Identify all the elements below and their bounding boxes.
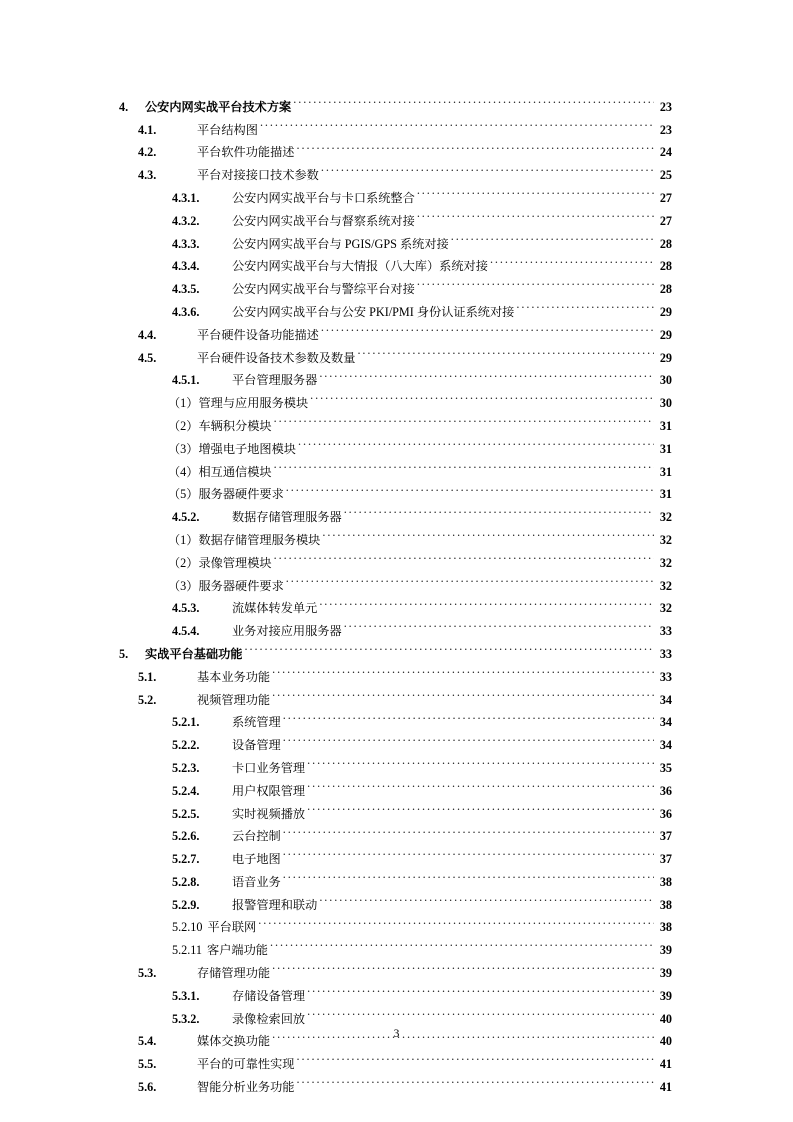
toc-entry-page-number: 36 [659,783,672,798]
toc-entry-page-number: 27 [659,190,672,205]
toc-entry-number: 4.3. [138,168,157,183]
toc-leader-dots [307,977,654,1000]
toc-entry-page-number: 29 [659,304,672,319]
toc-entry-number: 5.2.8. [172,874,200,889]
toc-entry-number: 4.3.3. [172,236,200,251]
toc-entry-title: （1）数据存储管理服务模块 [168,532,321,547]
toc-entry-title: 存储管理功能 [197,966,271,981]
toc-leader-dots [286,476,654,499]
toc-leader-dots [272,658,654,681]
toc-entry-page-number: 40 [659,1034,672,1049]
toc-entry-title: 平台硬件设备功能描述 [197,327,319,342]
toc-entry-title: 语音业务 [232,874,281,889]
toc-leader-dots [417,270,654,293]
toc-entry-number: 5.2.4. [172,783,200,798]
toc-entry-title: （2）录像管理模块 [168,555,272,570]
toc-leader-dots [322,521,654,544]
toc-entry-title: 系统管理 [232,715,281,730]
toc-entry-number: 4.1. [138,122,157,137]
toc-entry-title: 平台的可靠性实现 [197,1057,295,1072]
toc-entry-page-number: 32 [659,532,672,547]
toc-leader-dots [321,156,654,179]
toc-leader-dots [272,954,654,977]
toc-entry-number: 4. [119,99,129,114]
toc-leader-dots [274,453,654,476]
toc-entry-number: 5.2.7. [172,852,200,867]
toc-leader-dots [293,88,654,111]
toc-entry-number: 5.2.9. [172,897,200,912]
toc-entry-page-number: 34 [659,715,672,730]
toc-entry-page-number: 31 [659,441,672,456]
toc-leader-dots [272,681,654,704]
toc-entry-page-number: 32 [659,578,672,593]
toc-entry-page-number: 29 [659,327,672,342]
toc-entry-number: 4.3.1. [172,190,200,205]
toc-leader-dots [310,384,654,407]
toc-entry-number: 4.5. [138,350,157,365]
toc-entry-title: 媒体交换功能 [197,1034,271,1049]
toc-entry-title: 平台对接接口技术参数 [197,168,319,183]
toc-entry-title: 公安内网实战平台与督察系统对接 [232,213,415,228]
page-number: 3 [393,1028,400,1040]
toc-entry-number: 4.4. [138,327,157,342]
toc-entry-page-number: 24 [659,145,672,160]
toc-entry-title: 业务对接应用服务器 [232,624,342,639]
toc-leader-dots [283,818,654,841]
toc-entry-title: 报警管理和联动 [232,897,318,912]
toc-entry-page-number: 28 [659,236,672,251]
toc-entry-number: 5.2.6. [172,829,200,844]
toc-leader-dots [274,407,654,430]
toc-entry[interactable] [119,88,672,114]
toc-leader-dots [344,498,654,521]
toc-entry-number: 5. [119,646,129,661]
toc-entry-number: 5.6. [138,1080,157,1095]
toc-entry-page-number: 38 [659,897,672,912]
toc-entry-number: 4.5.3. [172,601,200,616]
toc-entry-number: 5.3.2. [172,1011,200,1026]
toc-leader-dots [321,316,654,339]
toc-entry-page-number: 31 [659,487,672,502]
toc-leader-dots [270,931,654,954]
toc-entry-page-number: 41 [659,1080,672,1095]
toc-leader-dots [297,134,655,157]
toc-entry-page-number: 28 [659,282,672,297]
toc-leader-dots [451,225,654,248]
toc-leader-dots [245,635,655,658]
page-footer [0,1028,793,1040]
toc-entry-number: 4.3.5. [172,282,200,297]
toc-entry-number: 5.2.1. [172,715,200,730]
toc-entry-page-number: 37 [659,829,672,844]
toc-entry-page-number: 28 [659,259,672,274]
toc-entry-number: 5.1. [138,669,157,684]
toc-entry-title: 平台联网 [207,920,257,935]
toc-entry-title: 流媒体转发单元 [232,601,318,616]
toc-entry-page-number: 35 [659,760,672,775]
toc-entry-title: 用户权限管理 [232,783,306,798]
toc-leader-dots [307,795,654,818]
toc-entry-page-number: 33 [659,624,672,639]
toc-entry-title: 平台结构图 [197,122,258,137]
toc-entry-title: 公安内网实战平台与公安 PKI/PMI 身份认证系统对接 [232,304,515,319]
toc-entry-page-number: 29 [659,350,672,365]
toc-entry-number: 5.5. [138,1057,157,1072]
toc-entry-page-number: 38 [659,920,672,935]
toc-entry-title: （2）车辆积分模块 [168,418,272,433]
toc-leader-dots [417,179,654,202]
toc-entry-page-number: 30 [659,373,672,388]
toc-entry-page-number: 23 [659,99,672,114]
toc-leader-dots [344,612,654,635]
toc-entry-title: （3）增强电子地图模块 [168,441,296,456]
toc-leader-dots [357,339,654,362]
toc-leader-dots [283,704,654,727]
toc-leader-dots [283,863,654,886]
toc-entry-title: 平台软件功能描述 [197,145,295,160]
toc-entry-title: 公安内网实战平台技术方案 [145,99,292,114]
toc-leader-dots [283,840,654,863]
toc-leader-dots [274,544,654,567]
toc-entry-page-number: 36 [659,806,672,821]
toc-leader-dots [319,886,654,909]
toc-entry-number: 5.2.2. [172,738,200,753]
toc-entry-number: 5.2.10 [172,920,203,935]
toc-entry-title: 客户端功能 [207,943,268,958]
toc-entry-page-number: 38 [659,874,672,889]
toc-entry-title: 公安内网实战平台与大情报（八大库）系统对接 [232,259,488,274]
toc-entry-page-number: 39 [659,966,672,981]
toc-entry-page-number: 41 [659,1057,672,1072]
toc-entry-number: 5.3.1. [172,988,200,1003]
toc-leader-dots [417,202,654,225]
toc-entry-title: 录像检索回放 [232,1011,306,1026]
toc-entry-title: 云台控制 [232,829,281,844]
toc-entry-page-number: 40 [659,1011,672,1026]
toc-leader-dots [283,726,654,749]
toc-entry-number: 5.2.11 [172,943,203,958]
toc-entry-number: 4.3.6. [172,304,200,319]
toc-leader-dots [297,1068,655,1091]
toc-entry-title: 实战平台基础功能 [145,646,243,661]
toc-entry-page-number: 34 [659,738,672,753]
toc-entry-page-number: 34 [659,692,672,707]
toc-entry-number: 4.5.4. [172,624,200,639]
toc-entry-number: 5.4. [138,1034,157,1049]
toc-entry-title: （4）相互通信模块 [168,464,272,479]
toc-entry-title: 平台硬件设备技术参数及数量 [197,350,356,365]
toc-leader-dots [297,1045,655,1068]
toc-entry-title: 卡口业务管理 [232,760,306,775]
toc-entry-number: 4.5.2. [172,510,200,525]
toc-entry-title: 公安内网实战平台与卡口系统整合 [232,190,415,205]
toc-leader-dots [319,590,654,613]
toc-entry-title: （5）服务器硬件要求 [168,487,284,502]
toc-leader-dots [490,248,654,271]
toc-entry-page-number: 30 [659,396,672,411]
toc-entry-title: 视频管理功能 [197,692,271,707]
toc-entry-page-number: 25 [659,168,672,183]
toc-entry-number: 4.2. [138,145,157,160]
toc-entry-number: 4.5.1. [172,373,200,388]
toc-entry-page-number: 33 [659,646,672,661]
toc-entry-page-number: 39 [659,988,672,1003]
toc-leader-dots [286,567,654,590]
toc-entry-number: 5.2.5. [172,806,200,821]
toc-entry-page-number: 31 [659,418,672,433]
toc-leader-dots [258,909,654,932]
toc-entry-title: （1）管理与应用服务模块 [168,396,309,411]
toc-entry-page-number: 27 [659,213,672,228]
toc-entry-title: 设备管理 [232,738,281,753]
toc-entry-number: 5.3. [138,966,157,981]
toc-leader-dots [260,111,654,134]
toc-entry-page-number: 31 [659,464,672,479]
toc-leader-dots [516,293,654,316]
toc-entry-title: 数据存储管理服务器 [232,510,342,525]
toc-entry-title: 基本业务功能 [197,669,271,684]
toc-entry-page-number: 37 [659,852,672,867]
toc-entry-title: 存储设备管理 [232,988,306,1003]
toc-entry-number: 5.2.3. [172,760,200,775]
toc-entry-page-number: 32 [659,555,672,570]
toc-leader-dots [307,749,654,772]
toc-entry-title: （3）服务器硬件要求 [168,578,284,593]
toc-entry-page-number: 39 [659,943,672,958]
toc-leader-dots [319,362,654,385]
toc-leader-dots [298,430,654,453]
toc-entry-page-number: 32 [659,601,672,616]
table-of-contents [119,88,672,1095]
toc-entry-title: 智能分析业务功能 [197,1080,295,1095]
toc-entry-number: 4.3.2. [172,213,200,228]
toc-leader-dots [307,772,654,795]
toc-entry-page-number: 32 [659,510,672,525]
toc-entry-title: 平台管理服务器 [232,373,318,388]
toc-entry-title: 电子地图 [232,852,281,867]
toc-entry-number: 5.2. [138,692,157,707]
toc-entry-title: 公安内网实战平台与 PGIS/GPS 系统对接 [232,236,449,251]
toc-entry-title: 实时视频播放 [232,806,306,821]
toc-entry-title: 公安内网实战平台与警综平台对接 [232,282,415,297]
toc-leader-dots [307,1000,654,1023]
toc-entry-number: 4.3.4. [172,259,200,274]
toc-entry-page-number: 33 [659,669,672,684]
toc-entry-page-number: 23 [659,122,672,137]
